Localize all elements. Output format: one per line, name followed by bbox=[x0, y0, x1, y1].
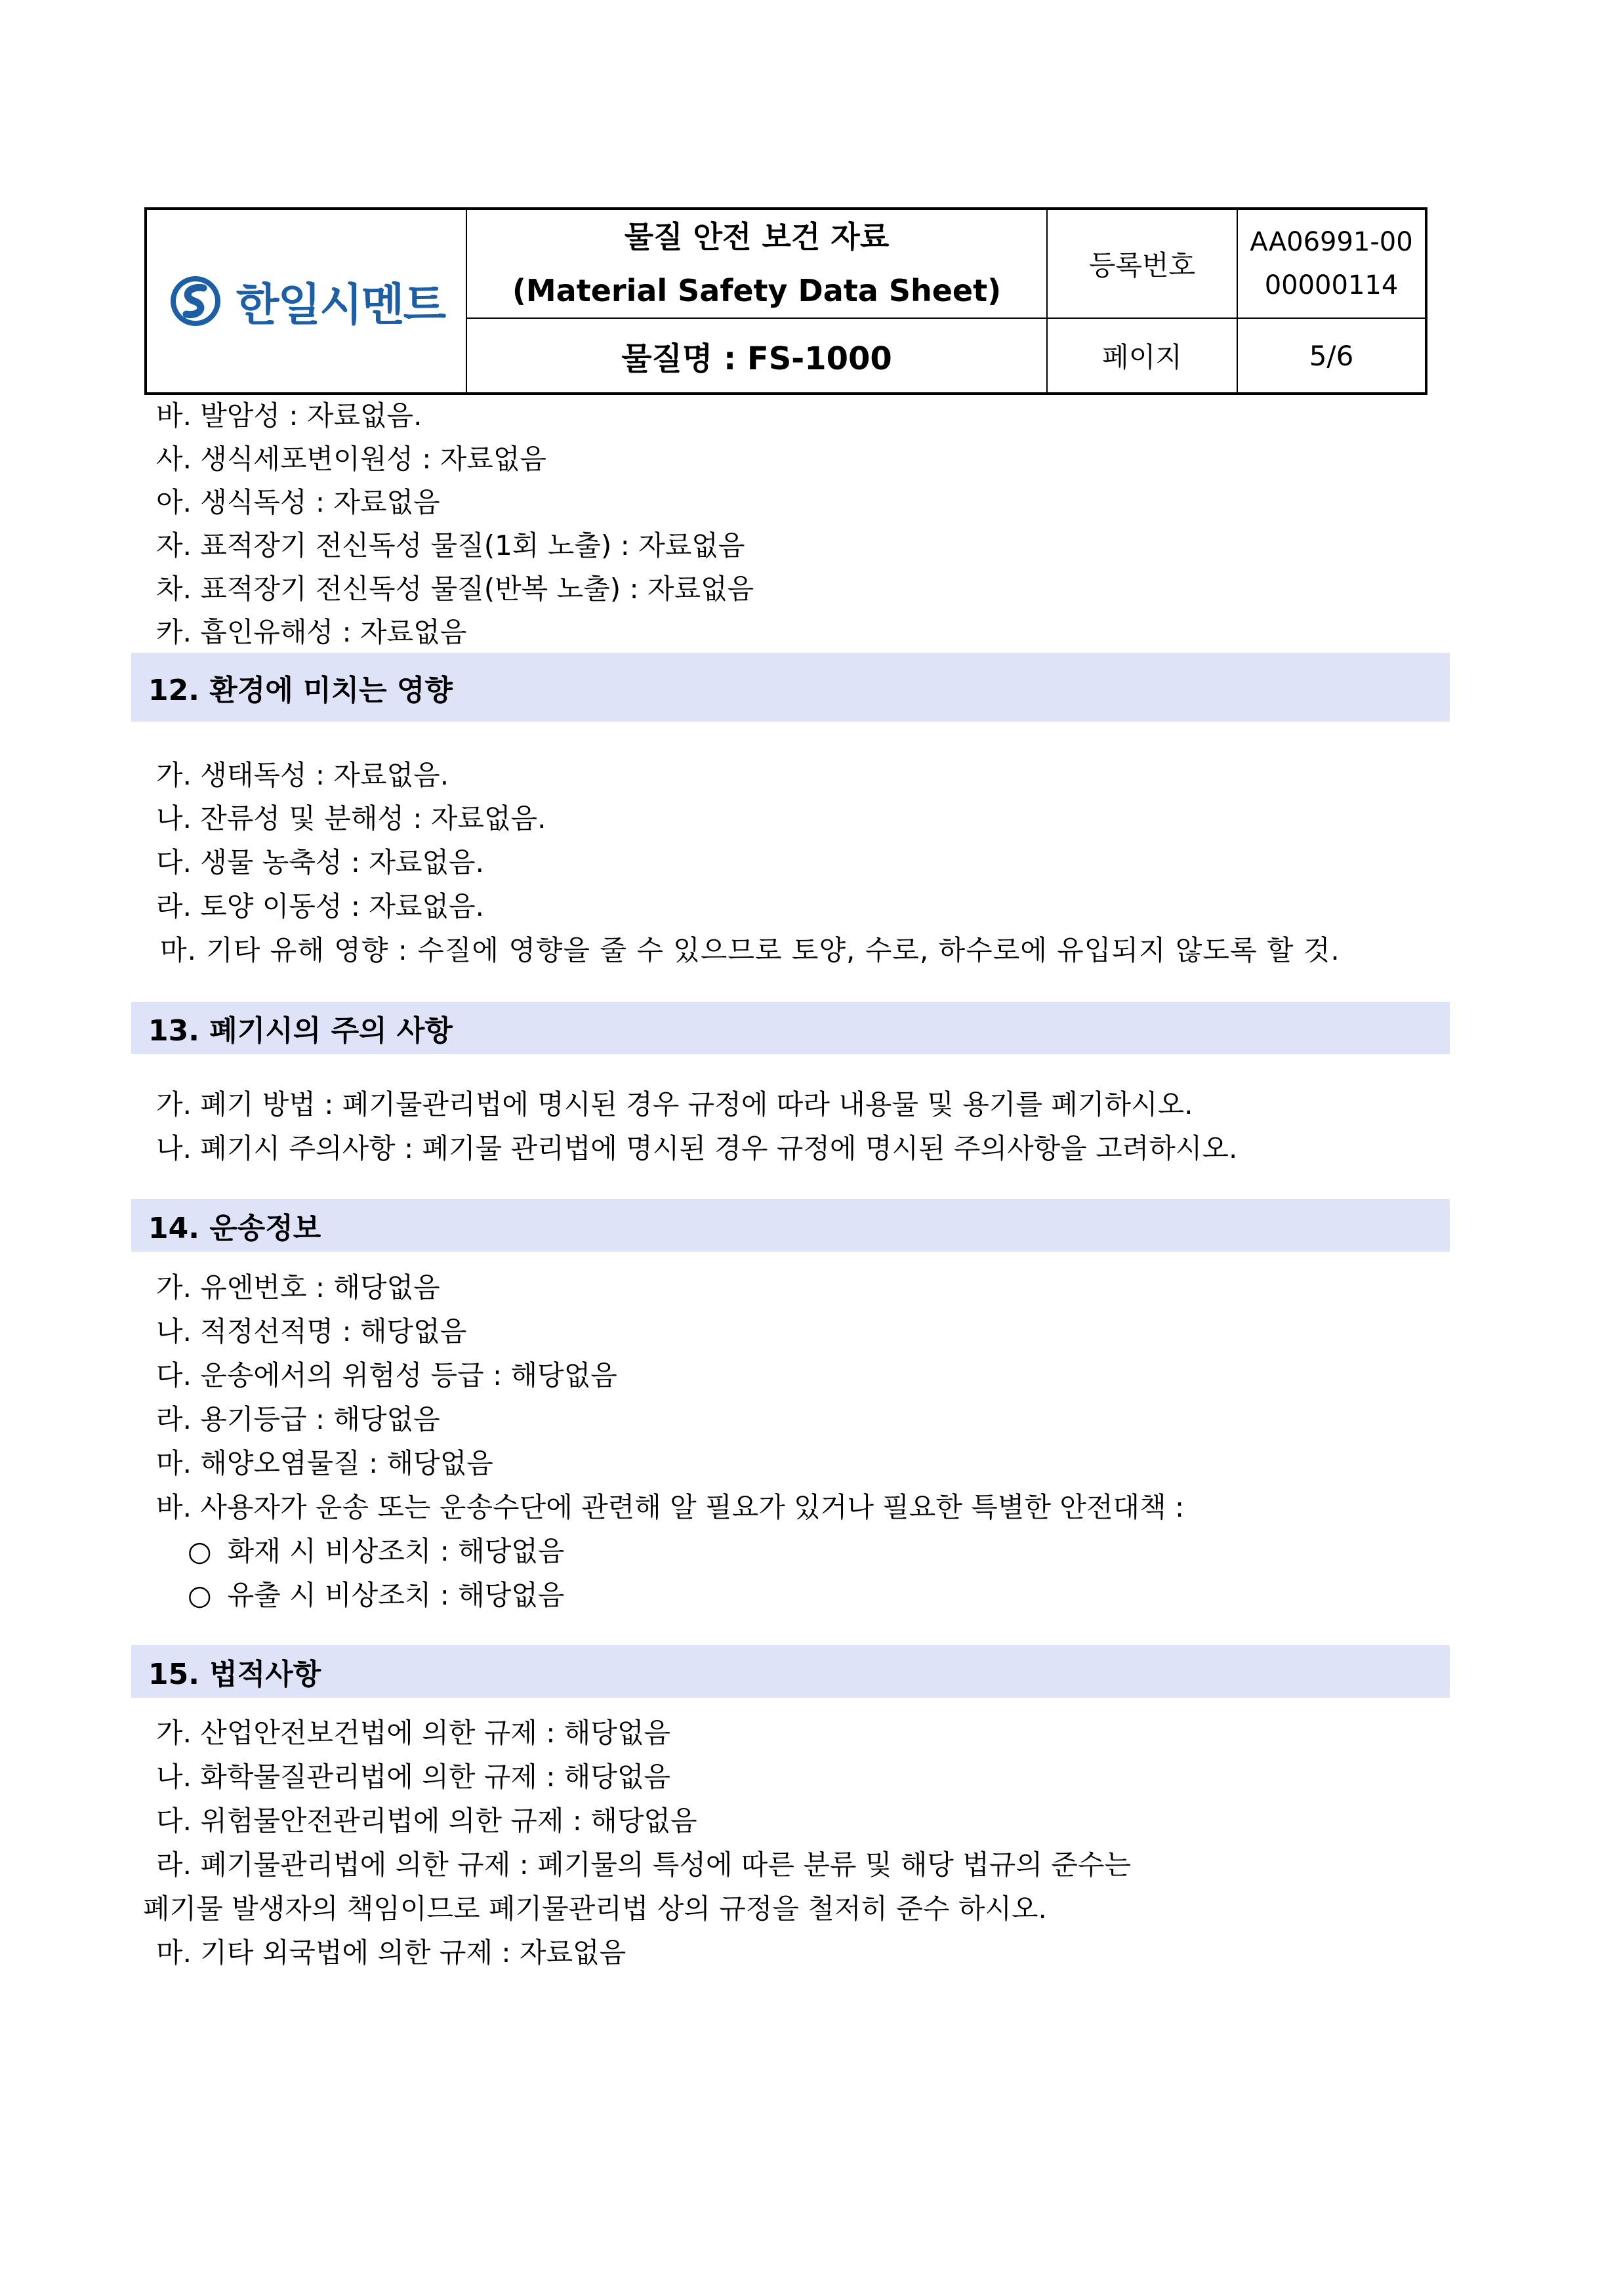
list-item: 마. 기타 유해 영향 : 수질에 영향을 줄 수 있으므로 토양, 수로, 하수로에 유입되지 않도록 할 것. bbox=[160, 934, 1340, 966]
list-item: 폐기물 발생자의 책임이므로 폐기물관리법 상의 규정을 철저히 준수 하시오. bbox=[143, 1893, 1047, 1925]
title-english: (Material Safety Data Sheet) bbox=[512, 273, 1002, 308]
circle-bullet-icon: ○ bbox=[188, 1579, 212, 1611]
company-logo-text: 한일시멘트 bbox=[236, 279, 445, 331]
section-heading-12: 12. 환경에 미치는 영향 bbox=[131, 653, 1450, 722]
company-logo-cell bbox=[147, 210, 467, 392]
list-item: 사. 생식세포변이원성 : 자료없음 bbox=[156, 443, 546, 475]
list-item: 가. 산업안전보건법에 의한 규제 : 해당없음 bbox=[156, 1717, 670, 1749]
list-item: 가. 유엔번호 : 해당없음 bbox=[156, 1271, 440, 1303]
list-item: 차. 표적장기 전신독성 물질(반복 노출) : 자료없음 bbox=[156, 573, 754, 605]
list-item: 바. 사용자가 운송 또는 운송수단에 관련해 알 필요가 있거나 필요한 특별한 안전대책 : bbox=[156, 1491, 1185, 1523]
list-item: 마. 기타 외국법에 의한 규제 : 자료없음 bbox=[156, 1937, 626, 1969]
section-heading-15: 15. 법적사항 bbox=[131, 1645, 1450, 1698]
bullet-text: 화재 시 비상조치 : 해당없음 bbox=[227, 1535, 565, 1567]
list-item: 아. 생식독성 : 자료없음 bbox=[156, 486, 440, 518]
document-header-table bbox=[144, 207, 1427, 395]
product-name: 물질명 : FS-1000 bbox=[467, 319, 1048, 392]
list-item: 가. 생태독성 : 자료없음. bbox=[156, 759, 449, 791]
list-item: 다. 운송에서의 위험성 등급 : 해당없음 bbox=[156, 1359, 617, 1391]
circle-bullet-icon: ○ bbox=[188, 1535, 212, 1567]
list-item: 바. 발암성 : 자료없음. bbox=[156, 400, 422, 432]
company-logo bbox=[168, 270, 445, 333]
list-item: 나. 잔류성 및 분해성 : 자료없음. bbox=[156, 802, 546, 834]
list-item: 마. 해양오염물질 : 해당없음 bbox=[156, 1447, 493, 1479]
list-item: 라. 폐기물관리법에 의한 규제 : 폐기물의 특성에 따른 분류 및 해당 법규의 준수는 bbox=[156, 1849, 1132, 1881]
registration-number-line-2: 00000114 bbox=[1264, 270, 1399, 300]
list-item: 자. 표적장기 전신독성 물질(1회 노출) : 자료없음 bbox=[156, 529, 745, 562]
bullet-item bbox=[188, 1533, 565, 1570]
registration-number-label: 등록번호 bbox=[1048, 210, 1238, 319]
company-logo-icon bbox=[168, 274, 223, 329]
list-item: 라. 토양 이동성 : 자료없음. bbox=[156, 890, 484, 922]
page-number: 5/6 bbox=[1309, 339, 1354, 372]
list-item: 다. 생물 농축성 : 자료없음. bbox=[156, 846, 484, 878]
list-item: 다. 위험물안전관리법에 의한 규제 : 해당없음 bbox=[156, 1805, 697, 1837]
list-item: 나. 화학물질관리법에 의한 규제 : 해당없음 bbox=[156, 1761, 670, 1793]
title-korean: 물질 안전 보건 자료 bbox=[624, 219, 890, 255]
list-item: 라. 용기등급 : 해당없음 bbox=[156, 1403, 440, 1435]
bullet-text: 유출 시 비상조치 : 해당없음 bbox=[227, 1579, 565, 1611]
section-heading-13: 13. 폐기시의 주의 사항 bbox=[131, 1002, 1450, 1054]
list-item: 카. 흡인유해성 : 자료없음 bbox=[156, 616, 467, 648]
section-heading-14: 14. 운송정보 bbox=[131, 1199, 1450, 1252]
list-item: 나. 폐기시 주의사항 : 폐기물 관리법에 명시된 경우 규정에 명시된 주의사항을 고려하시오. bbox=[156, 1132, 1238, 1164]
registration-number-line-1: AA06991-00 bbox=[1250, 227, 1413, 257]
page-label: 페이지 bbox=[1048, 319, 1238, 392]
bullet-item bbox=[188, 1577, 565, 1614]
registration-number-value bbox=[1238, 210, 1425, 319]
document-title bbox=[467, 210, 1048, 319]
list-item: 가. 폐기 방법 : 폐기물관리법에 명시된 경우 규정에 따라 내용물 및 용기를 폐기하시오. bbox=[156, 1088, 1193, 1120]
list-item: 나. 적정선적명 : 해당없음 bbox=[156, 1315, 467, 1347]
